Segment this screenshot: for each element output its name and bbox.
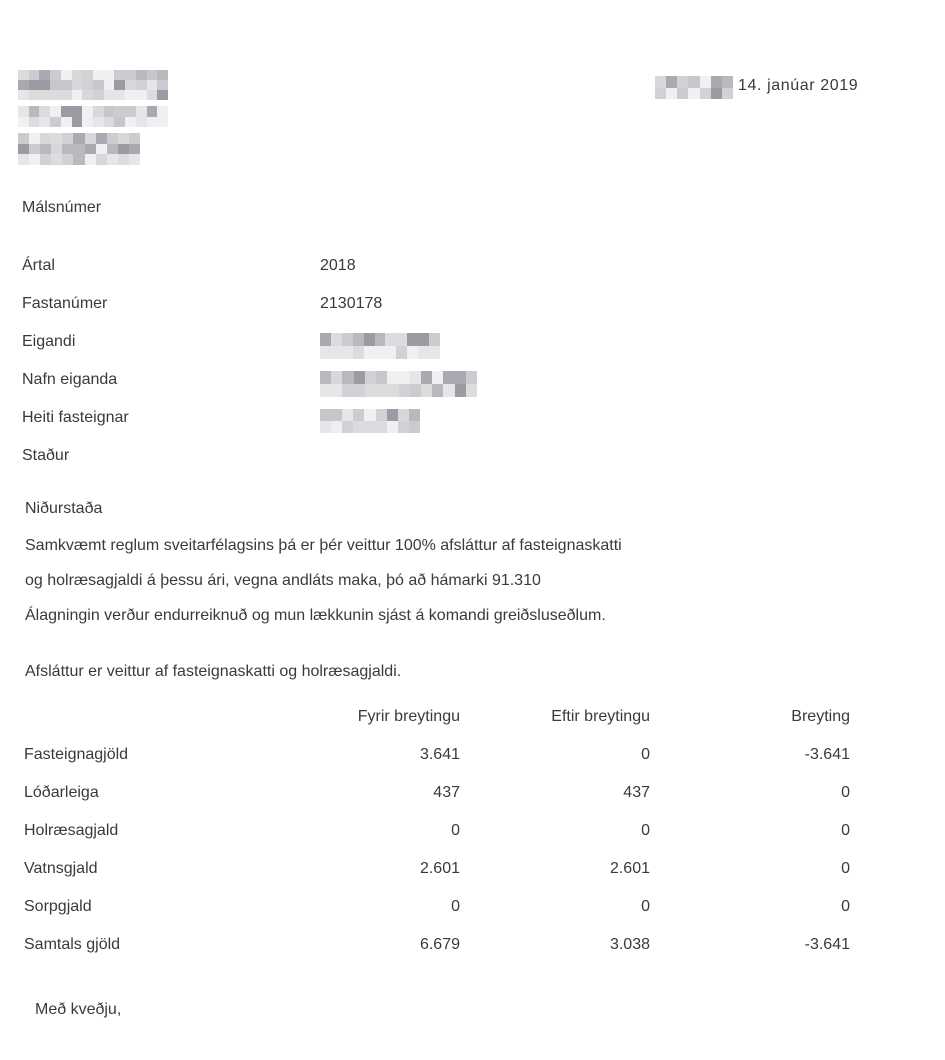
redaction-pixel (125, 106, 136, 117)
redaction-pixel (396, 346, 407, 359)
redaction-pixel (387, 371, 398, 384)
cell-value: 2.601 (419, 860, 460, 877)
redaction-pixel (387, 384, 398, 397)
cell-value: -3.641 (804, 936, 850, 953)
redaction-pixel (443, 384, 454, 397)
redaction-pixel (331, 421, 342, 433)
redaction-pixel (342, 346, 353, 359)
redaction-pixel (118, 154, 129, 165)
redaction-pixel (455, 384, 466, 397)
redaction-pixel (50, 90, 61, 100)
redaction-pixel (331, 384, 342, 397)
field-row (22, 366, 782, 404)
redaction-pixel (677, 88, 688, 100)
column-header: Breyting (791, 708, 850, 725)
column-header-blank (24, 698, 290, 736)
redaction-pixel (114, 106, 125, 117)
redaction-pixel (82, 80, 93, 90)
result-paragraph-line: Álagningin verður endurreiknuð og mun lækkunin sjást á komandi greiðsluseðlum. (25, 607, 606, 624)
redaction-pixel (96, 144, 107, 155)
redaction-pixel (39, 70, 50, 80)
redaction-pixel (93, 70, 104, 80)
redaction-pixel (387, 421, 398, 433)
redaction-pixel (107, 133, 118, 144)
redacted-field-value (320, 371, 477, 397)
result-paragraph-line: Samkvæmt reglum sveitarfélagsins þá er þér veittur 100% afsláttur af fasteignaskatti (25, 537, 622, 554)
redaction-pixel (125, 117, 136, 128)
redaction-pixel (129, 144, 140, 155)
field-label: Eigandi (22, 333, 76, 350)
redacted-recipient-line-3 (18, 133, 140, 165)
redaction-pixel (455, 371, 466, 384)
redaction-pixel (18, 70, 29, 80)
redaction-pixel (61, 117, 72, 128)
row-label: Fasteignagjöld (24, 746, 129, 763)
redaction-pixel (666, 88, 677, 100)
table-row (24, 888, 850, 926)
redaction-pixel (376, 371, 387, 384)
redaction-pixel (73, 154, 84, 165)
redaction-pixel (72, 70, 83, 80)
field-row (22, 328, 782, 366)
result-paragraph-line: og holræsagjaldi á þessu ári, vegna andláts maka, þó að hámarki 91.310 (25, 572, 541, 589)
row-label: Lóðarleiga (24, 784, 99, 801)
redaction-pixel (399, 384, 410, 397)
table-row (24, 774, 850, 812)
redaction-pixel (114, 90, 125, 100)
redaction-pixel (39, 80, 50, 90)
redaction-pixel (18, 106, 29, 117)
redaction-pixel (93, 106, 104, 117)
redaction-pixel (62, 133, 73, 144)
redaction-pixel (342, 421, 353, 433)
row-label: Samtals gjöld (24, 936, 121, 953)
redaction-pixel (320, 333, 331, 346)
redaction-pixel (342, 409, 353, 421)
result-paragraph (25, 528, 622, 633)
cell-value: 0 (641, 822, 650, 839)
table-header-row (24, 698, 850, 736)
redaction-pixel (107, 154, 118, 165)
redaction-pixel (51, 144, 62, 155)
redaction-pixel (50, 70, 61, 80)
field-value: 2130178 (320, 295, 383, 312)
redaction-pixel (655, 88, 666, 100)
column-header: Fyrir breytingu (357, 708, 460, 725)
cell-value: 0 (451, 822, 460, 839)
document-date: 14. janúar 2019 (738, 77, 859, 94)
field-label: Nafn eiganda (22, 371, 118, 388)
redaction-pixel (93, 117, 104, 128)
redaction-pixel (342, 371, 353, 384)
redaction-pixel (375, 333, 386, 346)
redaction-pixel (96, 133, 107, 144)
redaction-pixel (82, 90, 93, 100)
redaction-pixel (365, 371, 376, 384)
redaction-pixel (700, 76, 711, 88)
redaction-pixel (688, 88, 699, 100)
field-label: Heiti fasteignar (22, 409, 129, 426)
redaction-pixel (114, 80, 125, 90)
redaction-pixel (118, 144, 129, 155)
cell-value: -3.641 (804, 746, 850, 763)
redaction-pixel (429, 346, 440, 359)
redaction-pixel (396, 333, 407, 346)
redaction-pixel (125, 90, 136, 100)
redaction-pixel (410, 384, 421, 397)
redaction-pixel (331, 371, 342, 384)
redaction-pixel (399, 371, 410, 384)
case-number-label: Málsnúmer (22, 199, 102, 216)
redaction-pixel (18, 117, 29, 128)
redacted-recipient-line-2 (18, 106, 168, 127)
redaction-pixel (104, 90, 115, 100)
redaction-pixel (39, 117, 50, 128)
redaction-pixel (72, 106, 83, 117)
redaction-pixel (320, 384, 331, 397)
redaction-pixel (82, 70, 93, 80)
redaction-pixel (385, 333, 396, 346)
redaction-pixel (677, 76, 688, 88)
redaction-pixel (18, 144, 29, 155)
redaction-pixel (409, 409, 420, 421)
redaction-pixel (398, 409, 409, 421)
cell-value: 0 (641, 898, 650, 915)
redaction-pixel (72, 80, 83, 90)
cell-value: 0 (841, 822, 850, 839)
redaction-pixel (39, 90, 50, 100)
redaction-pixel (136, 90, 147, 100)
redaction-pixel (353, 333, 364, 346)
redaction-pixel (418, 333, 429, 346)
redaction-pixel (136, 80, 147, 90)
redaction-pixel (73, 144, 84, 155)
redaction-pixel (107, 144, 118, 155)
table-row (24, 850, 850, 888)
redaction-pixel (147, 70, 158, 80)
redacted-recipient-line-1 (18, 70, 168, 100)
redaction-pixel (147, 80, 158, 90)
redaction-pixel (320, 421, 331, 433)
cell-value: 3.038 (609, 936, 650, 953)
redaction-pixel (157, 70, 168, 80)
redaction-pixel (93, 90, 104, 100)
redaction-pixel (29, 144, 40, 155)
redaction-pixel (376, 421, 387, 433)
redaction-pixel (85, 144, 96, 155)
redaction-pixel (29, 154, 40, 165)
redaction-pixel (365, 384, 376, 397)
redaction-pixel (331, 333, 342, 346)
redaction-pixel (353, 421, 364, 433)
redaction-pixel (466, 371, 477, 384)
redaction-pixel (364, 346, 375, 359)
redaction-pixel (40, 144, 51, 155)
field-label: Staður (22, 447, 70, 464)
charges-table (24, 698, 850, 964)
redaction-pixel (40, 133, 51, 144)
cell-value: 0 (451, 898, 460, 915)
column-header: Eftir breytingu (551, 708, 650, 725)
redaction-pixel (18, 90, 29, 100)
row-label: Sorpgjald (24, 898, 92, 915)
redaction-pixel (157, 106, 168, 117)
redaction-pixel (72, 90, 83, 100)
redaction-pixel (354, 371, 365, 384)
redaction-pixel (82, 117, 93, 128)
redaction-pixel (39, 106, 50, 117)
cell-value: 2.601 (609, 860, 650, 877)
redaction-pixel (125, 70, 136, 80)
field-row (22, 442, 782, 480)
redaction-pixel (443, 371, 454, 384)
redaction-pixel (688, 76, 699, 88)
redacted-field-value (320, 333, 440, 359)
field-label: Fastanúmer (22, 295, 108, 312)
redaction-pixel (104, 106, 115, 117)
field-label: Ártal (22, 257, 55, 274)
redaction-pixel (410, 371, 421, 384)
redaction-pixel (62, 154, 73, 165)
redaction-pixel (104, 80, 115, 90)
closing-salutation: Með kveðju, (35, 1001, 122, 1018)
row-label: Vatnsgjald (24, 860, 98, 877)
date-line (655, 76, 858, 99)
redaction-pixel (61, 70, 72, 80)
redaction-pixel (114, 70, 125, 80)
table-row (24, 926, 850, 964)
result-heading: Niðurstaða (25, 500, 103, 517)
field-row (22, 290, 782, 328)
redaction-pixel (722, 76, 733, 88)
cell-value: 0 (841, 898, 850, 915)
redaction-pixel (354, 384, 365, 397)
redaction-pixel (147, 106, 158, 117)
redaction-pixel (136, 106, 147, 117)
redaction-pixel (342, 333, 353, 346)
field-row (22, 404, 782, 442)
redaction-pixel (320, 371, 331, 384)
redaction-pixel (51, 154, 62, 165)
redaction-pixel (50, 117, 61, 128)
redaction-pixel (320, 346, 331, 359)
redaction-pixel (432, 371, 443, 384)
redaction-pixel (700, 88, 711, 100)
redaction-pixel (50, 106, 61, 117)
redaction-pixel (136, 117, 147, 128)
redaction-pixel (353, 409, 364, 421)
redaction-pixel (104, 70, 115, 80)
redaction-pixel (466, 384, 477, 397)
redaction-pixel (73, 133, 84, 144)
redaction-pixel (114, 117, 125, 128)
redacted-sender-name (655, 76, 733, 99)
table-row (24, 812, 850, 850)
redaction-pixel (722, 88, 733, 100)
redaction-pixel (62, 144, 73, 155)
redaction-pixel (29, 80, 40, 90)
redaction-pixel (18, 80, 29, 90)
redaction-pixel (104, 117, 115, 128)
redaction-pixel (711, 88, 722, 100)
cell-value: 3.641 (419, 746, 460, 763)
cell-value: 0 (641, 746, 650, 763)
redaction-pixel (364, 421, 375, 433)
redaction-pixel (385, 346, 396, 359)
redaction-pixel (421, 371, 432, 384)
redaction-pixel (376, 384, 387, 397)
redaction-pixel (418, 346, 429, 359)
redaction-pixel (85, 154, 96, 165)
redaction-pixel (29, 117, 40, 128)
field-row (22, 252, 782, 290)
redaction-pixel (85, 133, 96, 144)
cell-value: 437 (623, 784, 650, 801)
redaction-pixel (29, 90, 40, 100)
redaction-pixel (387, 409, 398, 421)
redaction-pixel (342, 384, 353, 397)
redaction-pixel (147, 117, 158, 128)
redaction-pixel (364, 333, 375, 346)
redaction-pixel (61, 80, 72, 90)
redaction-pixel (118, 133, 129, 144)
redaction-pixel (129, 133, 140, 144)
redaction-pixel (157, 90, 168, 100)
redaction-pixel (96, 154, 107, 165)
redaction-pixel (61, 106, 72, 117)
redaction-pixel (320, 409, 331, 421)
cell-value: 0 (841, 860, 850, 877)
row-label: Holræsagjald (24, 822, 119, 839)
redaction-pixel (655, 76, 666, 88)
redaction-pixel (147, 90, 158, 100)
cell-value: 6.679 (419, 936, 460, 953)
redaction-pixel (364, 409, 375, 421)
redaction-pixel (40, 154, 51, 165)
redaction-pixel (129, 154, 140, 165)
redaction-pixel (407, 333, 418, 346)
redaction-pixel (29, 106, 40, 117)
table-row (24, 736, 850, 774)
discount-note: Afsláttur er veittur af fasteignaskatti og holræsagjaldi. (25, 663, 402, 680)
redaction-pixel (666, 76, 677, 88)
redaction-pixel (50, 80, 61, 90)
redaction-pixel (429, 333, 440, 346)
redaction-pixel (432, 384, 443, 397)
cell-value: 437 (433, 784, 460, 801)
redaction-pixel (331, 346, 342, 359)
redaction-pixel (51, 133, 62, 144)
redaction-pixel (331, 409, 342, 421)
redaction-pixel (29, 133, 40, 144)
redaction-pixel (72, 117, 83, 128)
redaction-pixel (711, 76, 722, 88)
redaction-pixel (82, 106, 93, 117)
redaction-pixel (18, 154, 29, 165)
redaction-pixel (421, 384, 432, 397)
redaction-pixel (398, 421, 409, 433)
redaction-pixel (375, 346, 386, 359)
redaction-pixel (353, 346, 364, 359)
redaction-pixel (409, 421, 420, 433)
redaction-pixel (407, 346, 418, 359)
redacted-field-value (320, 409, 420, 433)
redaction-pixel (29, 70, 40, 80)
redaction-pixel (125, 80, 136, 90)
redaction-pixel (157, 80, 168, 90)
redaction-pixel (376, 409, 387, 421)
cell-value: 0 (841, 784, 850, 801)
field-list (22, 252, 782, 480)
redaction-pixel (136, 70, 147, 80)
redaction-pixel (61, 90, 72, 100)
redaction-pixel (157, 117, 168, 128)
redaction-pixel (18, 133, 29, 144)
redaction-pixel (93, 80, 104, 90)
field-value: 2018 (320, 257, 356, 274)
